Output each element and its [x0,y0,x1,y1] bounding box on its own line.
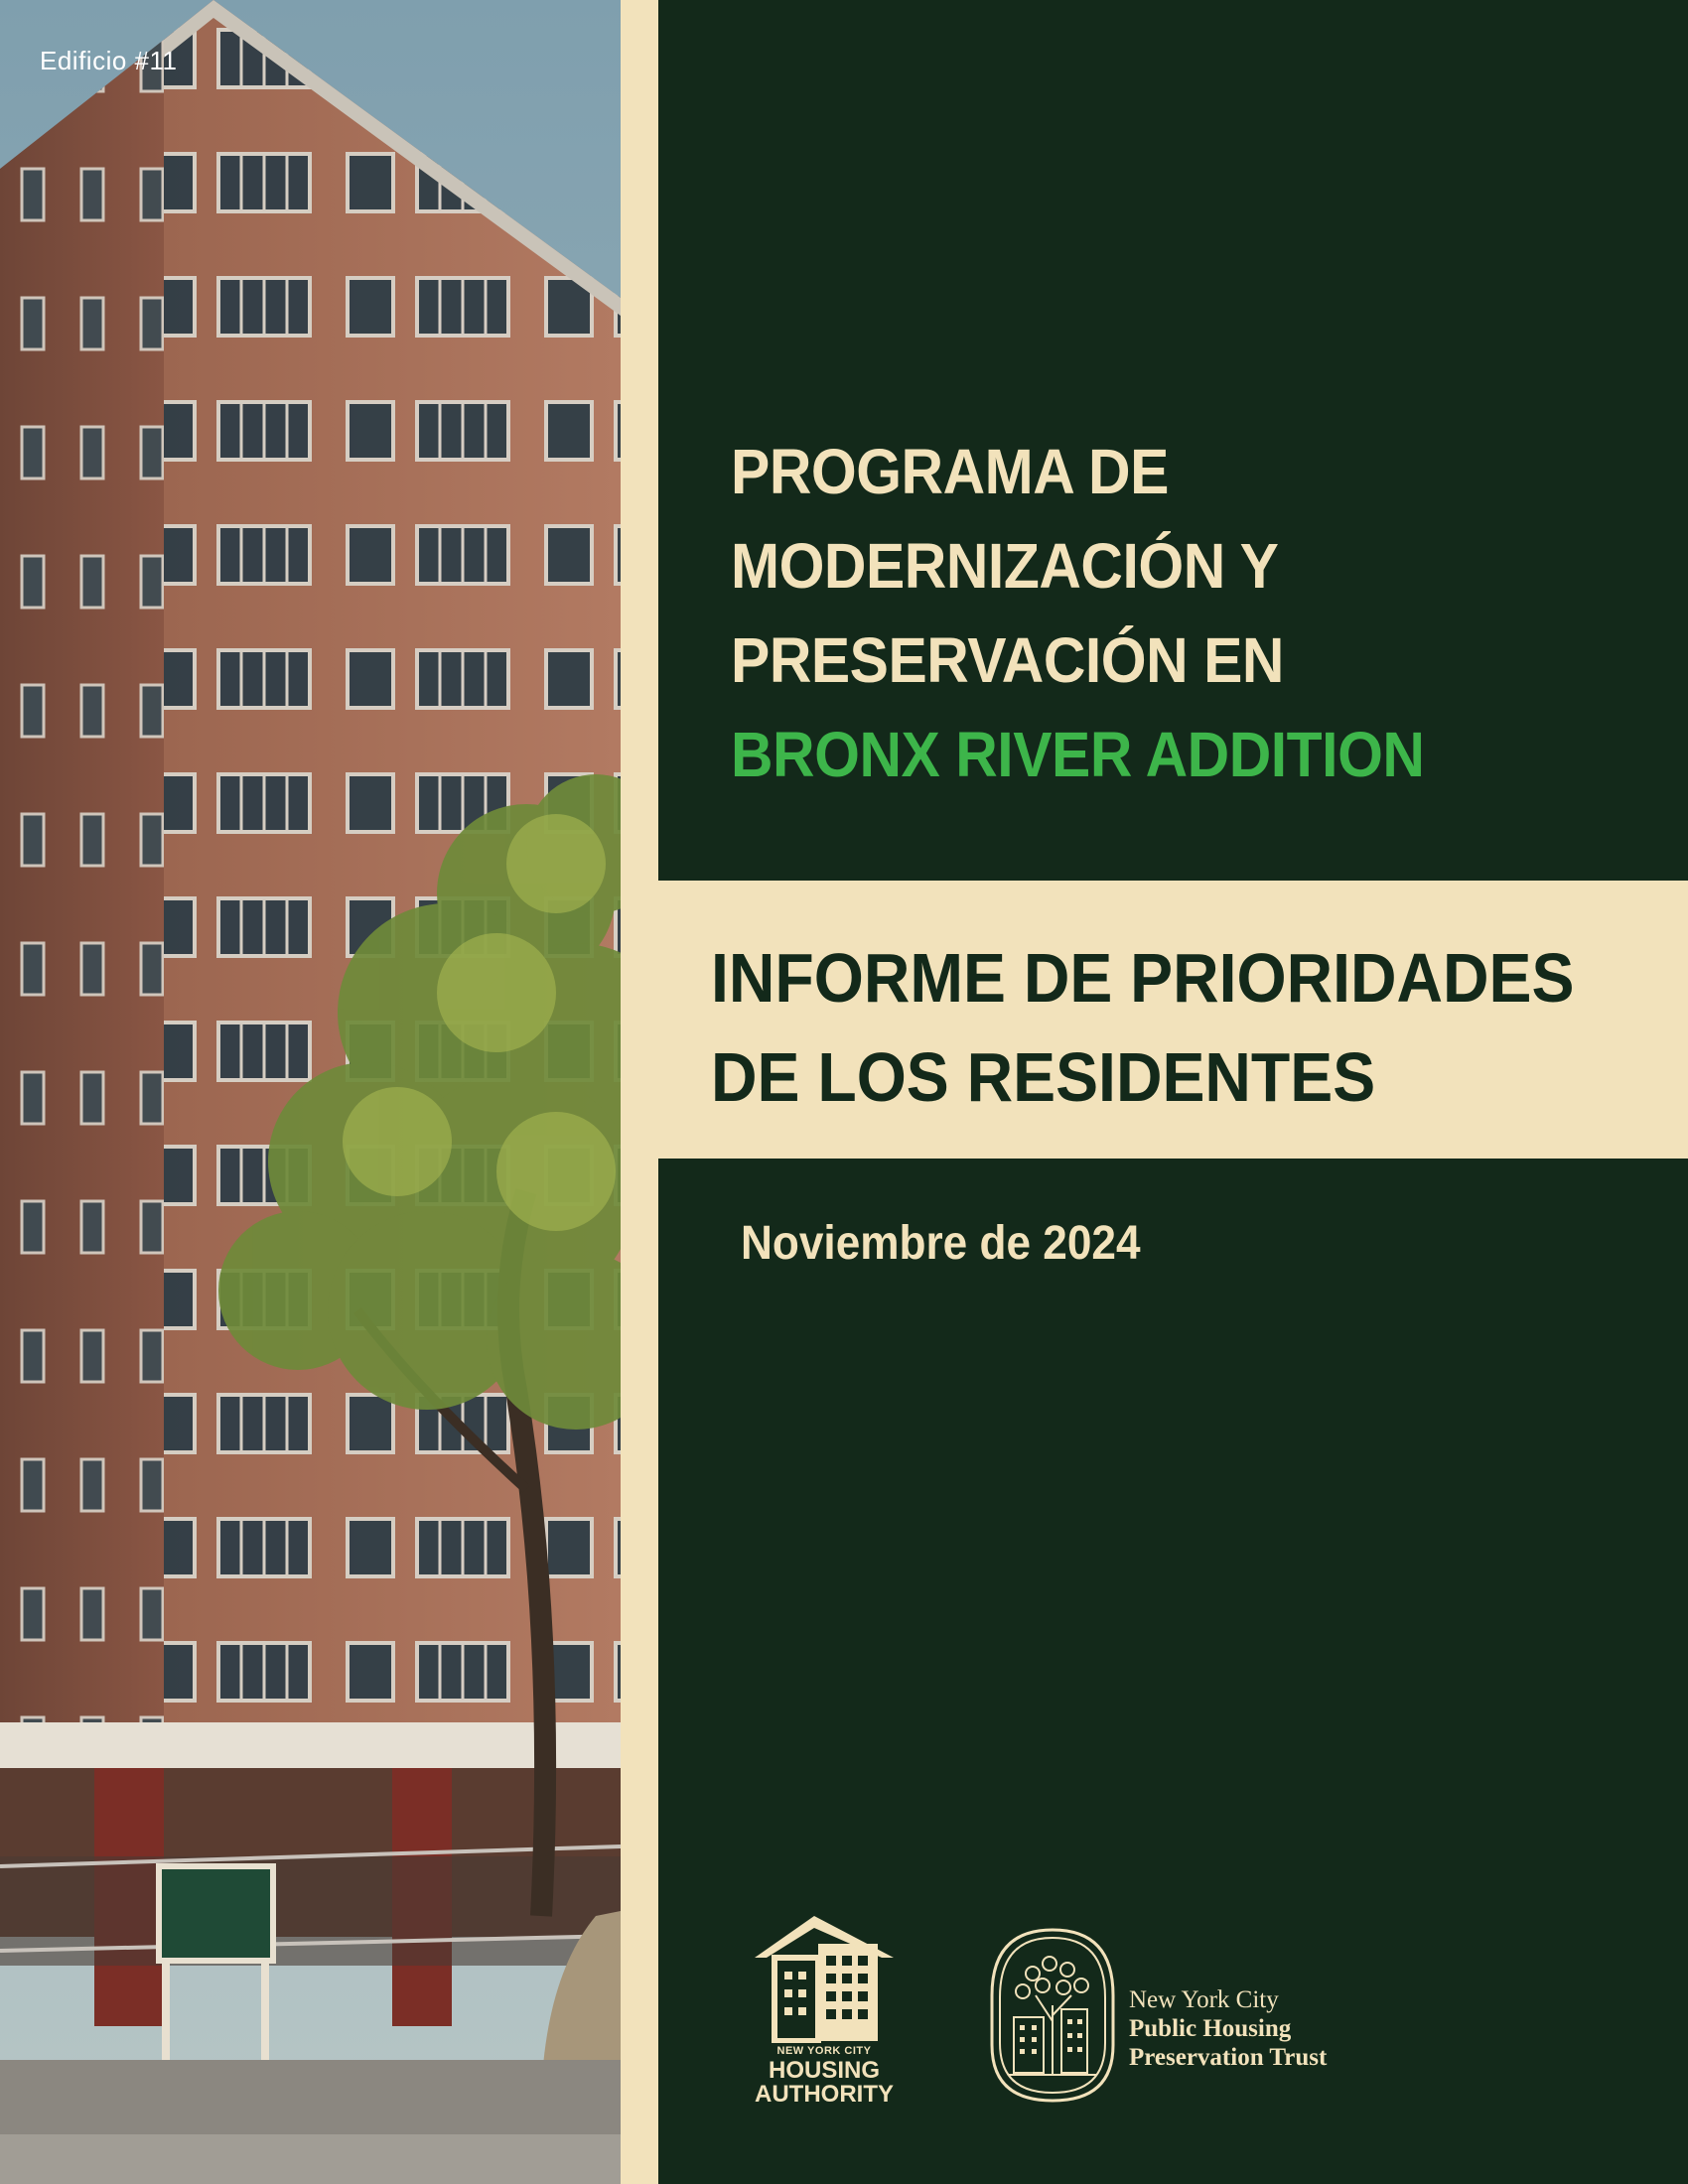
report-date: Noviembre de 2024 [741,1217,1141,1270]
program-title-line: MODERNIZACIÓN Y [731,530,1279,602]
cream-divider-stripe [621,0,658,2184]
nycha-line: NEW YORK CITY [776,2045,872,2057]
building-caption: Edificio #11 [40,46,178,75]
nycha-logo [747,1914,902,2108]
nycha-line: HOUSING [768,2057,880,2084]
report-title-line: DE LOS RESIDENTES [711,1038,1376,1116]
program-title-line: PRESERVACIÓN EN [731,624,1284,696]
trust-line: Public Housing [1129,2015,1292,2042]
program-title [731,425,1424,802]
building-photo [0,0,621,2184]
building-illustration [0,0,621,2184]
nycha-building-icon [747,1914,902,2043]
report-title [711,928,1574,1127]
preservation-trust-logo [988,1926,1345,2105]
program-title-line: PROGRAMA DE [731,436,1169,507]
nycha-wordmark [747,2046,902,2107]
trust-line: New York City [1129,1986,1279,2013]
development-name: BRONX RIVER ADDITION [731,719,1425,790]
trust-line: Preservation Trust [1129,2044,1328,2071]
nycha-line: AUTHORITY [755,2081,894,2108]
report-title-line: INFORME DE PRIORIDADES [711,939,1575,1017]
trust-emblem-icon [988,1926,1117,2105]
trust-wordmark [1129,1985,1327,2072]
